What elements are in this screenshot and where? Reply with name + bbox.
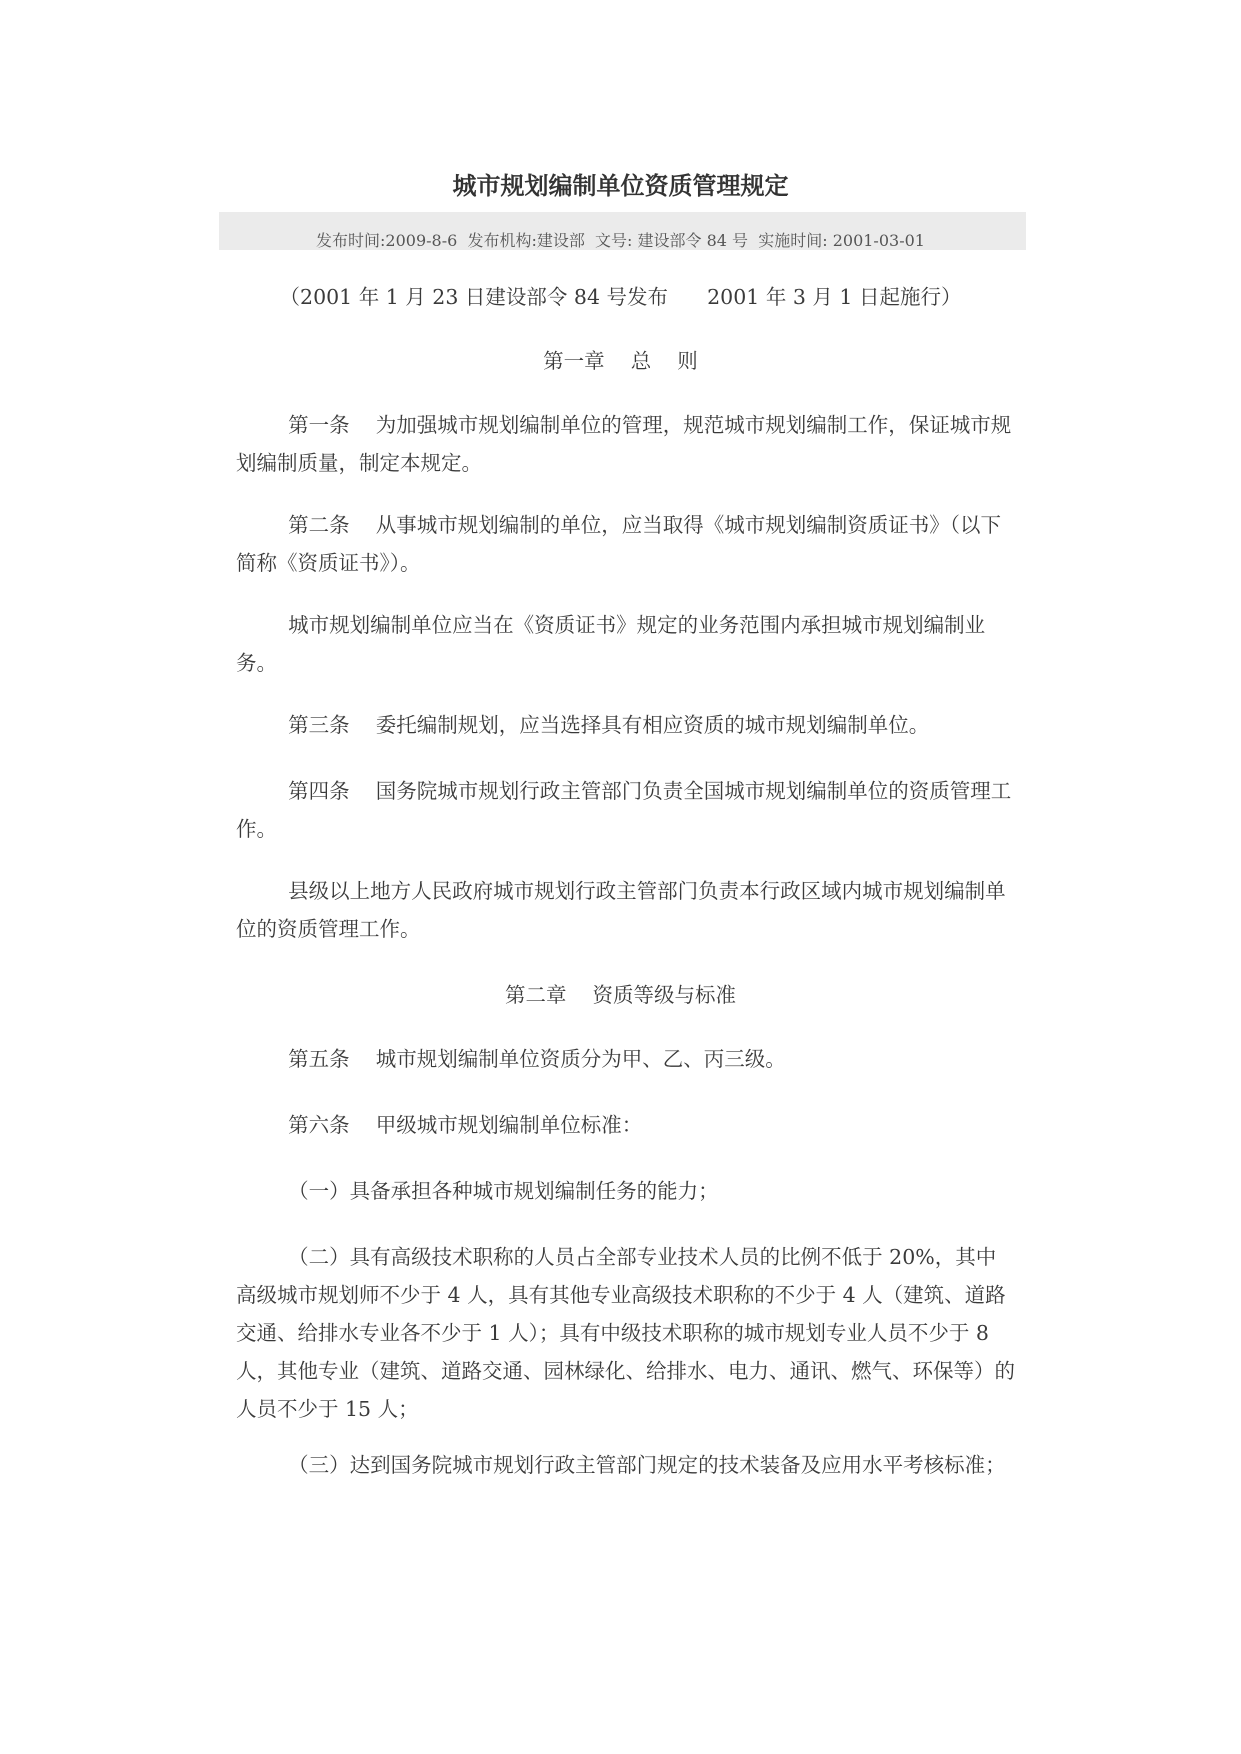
article-5: 第五条 城市规划编制单位资质分为甲、乙、丙三级。 [236,1047,786,1071]
chapter-heading-1: 第一章 总 则 [543,349,698,373]
article-2-paragraph-2: 城市规划编制单位应当在《资质证书》规定的业务范围内承担城市规划编制业务。 [236,613,986,675]
article-6-item-2: （二）具有高级技术职称的人员占全部专业技术人员的比例不低于 20%，其中高级城市规划师不少于 4 人，具有其他专业高级技术职称的不少于 4 人（建筑、道路交通、给排水专业各不少于 1 人）；具有中级技术职称的城市规划专业人员不少于 8 人，其他专业（建筑、道路交通、园林绿化、给排水、电力、通讯、燃气、环保等）的人员不少于 15 人； [236,1245,1015,1421]
meta-info-text: 发布时间:2009-8-6 发布机构:建设部 文号: 建设部令 84 号 实施时间: 2001-03-01 [316,231,925,250]
issued-line: （2001 年 1 月 23 日建设部令 84 号发布 2001 年 3 月 1 日起施行） [279,285,962,309]
article-6-item-1: （一）具备承担各种城市规划编制任务的能力； [236,1179,719,1203]
article-1: 第一条 为加强城市规划编制单位的管理，规范城市规划编制工作，保证城市规划编制质量，制定本规定。 [236,413,1012,475]
article-6-item-3: （三）达到国务院城市规划行政主管部门规定的技术装备及应用水平考核标准； [236,1453,1006,1477]
article-6: 第六条 甲级城市规划编制单位标准： [236,1113,643,1137]
article-4: 第四条 国务院城市规划行政主管部门负责全国城市规划编制单位的资质管理工作。 [236,779,1012,841]
chapter-heading-2: 第二章 资质等级与标准 [504,983,737,1007]
article-2: 第二条 从事城市规划编制的单位，应当取得《城市规划编制资质证书》（以下简称《资质证书》）。 [236,513,1001,575]
article-4-paragraph-2: 县级以上地方人民政府城市规划行政主管部门负责本行政区域内城市规划编制单位的资质管理工作。 [236,879,1006,941]
document-title: 城市规划编制单位资质管理规定 [452,171,789,200]
article-3: 第三条 委托编制规划，应当选择具有相应资质的城市规划编制单位。 [236,713,930,737]
